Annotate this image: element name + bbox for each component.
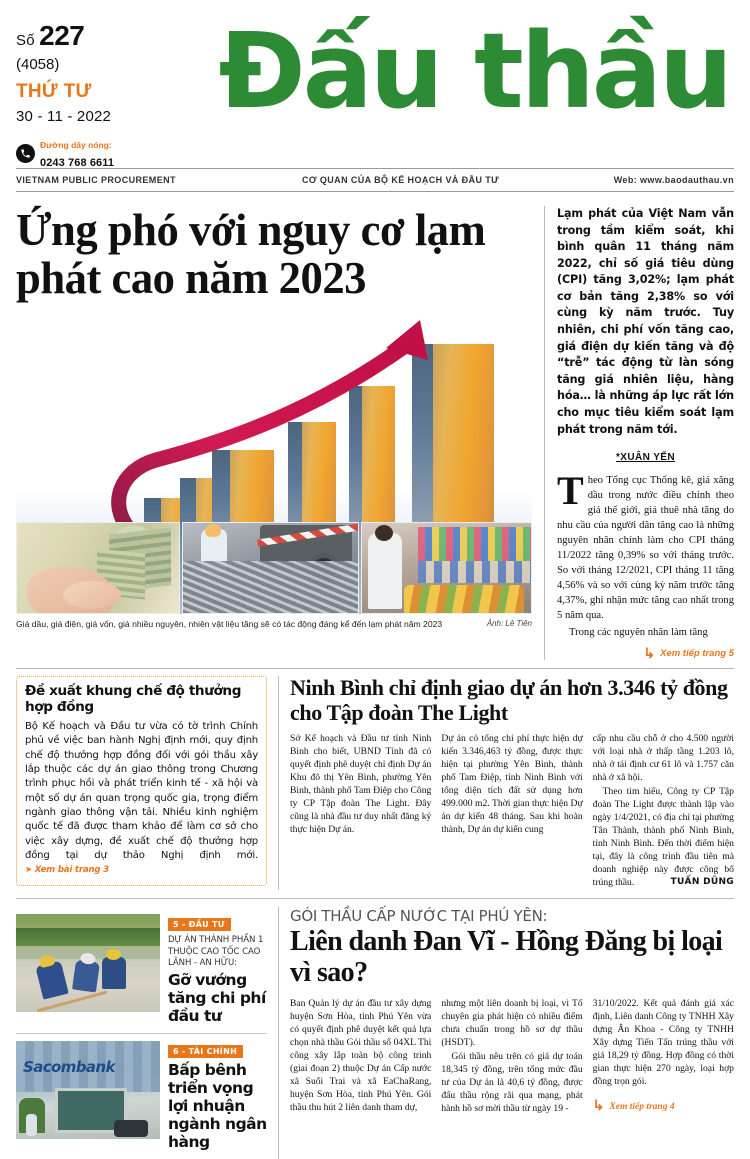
article-column — [441, 732, 582, 891]
hotline-label: Đường dây nóng: — [40, 140, 112, 150]
paragraph: nhưng một liên doanh bị loại, vì Tổ chuyên gia phát hiện có nhiều điểm chưa chuẩn trong hồ sơ dự thầu (HSDT). — [441, 997, 583, 1049]
produce — [404, 585, 524, 613]
inset-photo-strip — [16, 522, 532, 614]
paragraph — [593, 785, 734, 889]
article-title: Liên danh Đan Vĩ - Hồng Đăng bị loại vì sao? — [290, 926, 723, 989]
masthead — [16, 0, 734, 168]
bottom-section — [16, 907, 734, 1158]
paragraph: cấp nhu cầu chỗ ở cho 4.500 người với loại nhà ở thấp tầng 1.203 lô, nhà ở tái định cư 61 lô và 1.757 căn nhà ở xã hội. — [592, 732, 734, 783]
subbar-left: VIETNAM PUBLIC PROCUREMENT — [16, 175, 176, 185]
shopper-head — [375, 525, 393, 541]
jump-link-phu-yen[interactable] — [593, 1100, 734, 1114]
article-phu-yen — [278, 907, 734, 1158]
subbar-website[interactable]: Web: www.baodauthau.vn — [613, 175, 734, 185]
photo-credit: Ảnh: Lê Tiên — [486, 618, 532, 628]
teaser-kicker: DỰ ÁN THÀNH PHẦN 1 THUỘC CAO TỐC CAO LÃNH - AN HỮU: — [168, 935, 264, 968]
lead-sidebar — [544, 206, 734, 660]
jump-link-text: Xem tiếp trang 4 — [609, 1101, 675, 1112]
paragraph: Sở Kế hoạch và Đầu tư tỉnh Ninh Bình cho biết, UBND Tỉnh đã có quyết định phê duyệt chỉ định Dự án Khu đô thị Yên Bình, phường Yên Bình, thành phố Tam Điệp cho Công ty CP Tập đoàn The Light. Đây cũng là nhà đầu tư duy nhất đăng ký thực hiện Dự án. — [290, 732, 432, 836]
masthead-logo — [192, 0, 734, 132]
author-signature: TUẤN DŨNG — [670, 877, 734, 888]
lead-story — [16, 206, 734, 660]
paragraph: Dự án có tổng chi phí thực hiện dự kiến 3.346,463 tỷ đồng, được thực hiện tại phường Yên Bình, thành phố Tam Điệp, tỉnh Ninh Bình với tổng diện tích đất sử dụng hơn 499.000 m2. Thời gian thực hiện Dự án dự kiến 48 tháng. Sau khi hoàn thành, Dự án dự kiến cung — [441, 732, 583, 836]
article-title: Ninh Bình chỉ định giao dự án hơn 3.346 tỷ đồng cho Tập đoàn The Light — [290, 675, 728, 725]
subbar-middle: CƠ QUAN CỦA BỘ KẾ HOẠCH VÀ ĐẦU TƯ — [302, 175, 500, 185]
article-columns — [290, 732, 734, 891]
contract-box-wrap — [16, 676, 278, 890]
jump-link-lead[interactable] — [557, 646, 734, 660]
inset-photo-construction — [182, 522, 359, 614]
box-body-text: Bộ Kế hoạch và Đầu tư vừa có tờ trình Chính phủ về việc ban hành Nghị định mới, quy định chế độ thưởng hợp đồng đối với gói thầu xây lắp thuộc các dự án giao thông trong Chương trình phục hồi và phát triển kinh tế - xã hội và một số dự án quan trọng quốc gia, trọng điểm ngành giao thông vận tải. Nhiều kinh nghiệm quốc tế đã được tham khảo để làm cơ sở cho việc xây dựng, đề xuất chế độ thưởng hợp đồng tại dự thảo Nghị định mới. — [25, 720, 258, 861]
lead-paragraph: Trong các nguyên nhân làm tăng — [569, 627, 708, 639]
inset-photo-money — [16, 522, 180, 614]
byline: *XUÂN YẾN — [616, 452, 675, 464]
article-column — [441, 997, 582, 1116]
divider — [16, 898, 734, 899]
paragraph-text: Theo tìm hiểu, Công ty CP Tập đoàn The Light được thành lập vào ngày 1/4/2021, có địa chỉ tại phường Tân Thành, thành phố Ninh Bình, tỉnh Ninh Bình. Đến thời điểm hiện tại, đây là công trình đầu tiên mà doanh nghiệp này được công bố trúng thầu. — [592, 786, 734, 889]
teaser-body — [168, 914, 267, 1025]
lead-paragraph-text: heo Tổng cục Thống kê, giá xăng dầu trong nước điều chỉnh theo giá thế giới, giá thuê nhà tăng do nhu cầu của người dân tăng cao là những nguyên nhân chính làm cho CPI tháng 11/2022 tăng 0,39% so với tháng trước. So với tháng 12/2021, CPI tháng 11 tăng 4,56% và so với cùng kỳ năm trước tăng 4,37%, ghi nhận mức tăng cao nhất trong 5 năm qua. — [557, 475, 734, 622]
list-item[interactable] — [16, 1033, 267, 1159]
bank-sign-text: Sacombank — [23, 1058, 115, 1077]
jump-link-text: Xem tiếp trang 5 — [660, 647, 734, 659]
paragraph: Ban Quản lý dự án đầu tư xây dựng huyện Sơn Hòa, tỉnh Phú Yên vừa có quyết định phê duyệt kết quả lựa chọn nhà thầu Gói thầu số 04XL Thi công xây lắp toàn bộ công trình (giai đoạn 2) thuộc Dự án Cấp nước xã Suối Trai và xã EaChaRang, huyện Sơn Hòa, tỉnh Phú Yên. Gói thầu thu hút 2 liên danh tham dự, — [290, 997, 432, 1114]
issue-label: Số — [16, 32, 35, 49]
list-item[interactable] — [16, 907, 267, 1032]
article-columns — [290, 997, 734, 1116]
issue-alt-number: (4058) — [16, 56, 60, 73]
worker — [72, 959, 100, 992]
worker-helmet — [205, 524, 221, 537]
teaser-thumbnail — [16, 1041, 160, 1139]
box-body — [25, 720, 258, 878]
masthead-info — [16, 0, 192, 172]
highlight-box[interactable] — [16, 676, 267, 886]
jump-link-box[interactable]: ➤ Xem bài trang 3 — [25, 865, 109, 876]
store-shelf — [418, 527, 532, 561]
teaser-title[interactable]: Bấp bênh triển vọng lợi nhuận ngành ngân hàng — [168, 1060, 267, 1151]
lead-body — [557, 468, 734, 640]
article-column — [290, 732, 431, 891]
jump-arrow-icon: ↳ — [643, 645, 656, 662]
article-kicker: GÓI THẦU CẤP NƯỚC TẠI PHÚ YÊN: — [290, 907, 548, 926]
teaser-title[interactable]: Gỡ vướng tăng chi phí đầu tư — [168, 970, 266, 1025]
paper-title: Đấu thầu — [218, 10, 730, 132]
page-title: Ứng phó với nguy cơ lạm phát cao năm 2023 — [16, 204, 486, 303]
steel-rods — [182, 561, 359, 613]
teaser-body — [168, 1041, 267, 1152]
inset-photo-market — [361, 522, 532, 614]
jump-arrow-icon: ↳ — [592, 1099, 605, 1115]
photo-caption — [16, 619, 532, 630]
status-badge: 5 - ĐẦU TƯ — [168, 918, 231, 931]
subtitle-bar — [16, 168, 734, 192]
article-ninh-binh — [278, 676, 734, 890]
issue-number: 227 — [39, 20, 85, 51]
paragraph: 31/10/2022. Kết quả đánh giá xác định, Liên danh Công ty TNHH Xây dựng Ân Khoa - Công ty TNHH Xây dựng Tiến Tấn trúng thầu với giá 18,29 tỷ đồng. Hợp đồng có thời gian thực hiện 270 ngày, loại hợp đồng trọn gói. — [592, 997, 734, 1088]
hotline-number: 0243 768 6611 — [40, 157, 115, 170]
hotline-text — [40, 135, 114, 172]
paragraph: Gói thầu nêu trên có giá dự toán 18,345 tỷ đồng, trên tổng mức đầu tư của Dự án là 40,6 tỷ đồng, được đấu thầu rộng rãi qua mạng, phát hành hồ sơ mời thầu từ ngày 19 - — [441, 1051, 583, 1115]
box-title: Đề xuất khung chế độ thưởng hợp đồng — [25, 683, 242, 715]
status-badge: 6 - TÀI CHÍNH — [168, 1045, 243, 1058]
drop-cap: T — [557, 468, 584, 514]
caption-text: Giá dầu, giá điện, giá vốn, giá nhiều nguyên, nhiên vật liệu tăng sẽ có tác động đáng kể đến lạm phát năm 2023 — [16, 618, 443, 629]
hand — [63, 581, 121, 609]
tree-line — [16, 928, 160, 946]
issue-date: 30 - 11 - 2022 — [16, 108, 112, 125]
article-column — [593, 997, 734, 1116]
teaser-thumbnail — [16, 914, 160, 1012]
motorbike — [114, 1120, 148, 1137]
hotline — [16, 135, 192, 172]
store-shelf — [418, 561, 532, 583]
mid-section — [16, 676, 734, 890]
jump-link-text: Xem bài trang 3 — [34, 865, 109, 876]
worker — [102, 957, 126, 989]
lead-main — [16, 206, 544, 660]
weekday-label: THỨ TƯ — [16, 81, 92, 102]
phone-icon — [16, 144, 35, 163]
article-column — [593, 732, 734, 891]
article-column — [290, 997, 431, 1116]
divider — [16, 668, 734, 669]
pedestrian — [26, 1114, 37, 1136]
lead-paragraph — [557, 468, 734, 623]
lead-photo-montage — [16, 314, 532, 614]
lead-intro-text: Lạm phát của Việt Nam vẫn trong tầm kiểm soát, khi bình quân 11 tháng năm 2022, chỉ số giá tiêu dùng (CPI) tăng 3,02%; lạm phát cơ bản tăng 2,38% so với cùng kỳ năm trước. Tuy nhiên, chi phí vốn tăng cao, giá điện dự kiến tăng và độ “trễ” tác động từ làn sóng tăng giá nhiên liệu, hàng hóa… là những áp lực rất lớn cho mục tiêu kiểm soát lạm phát trong năm tới. — [557, 207, 734, 436]
shopper — [368, 533, 402, 609]
teaser-list — [16, 907, 278, 1158]
issue-line — [16, 22, 192, 50]
